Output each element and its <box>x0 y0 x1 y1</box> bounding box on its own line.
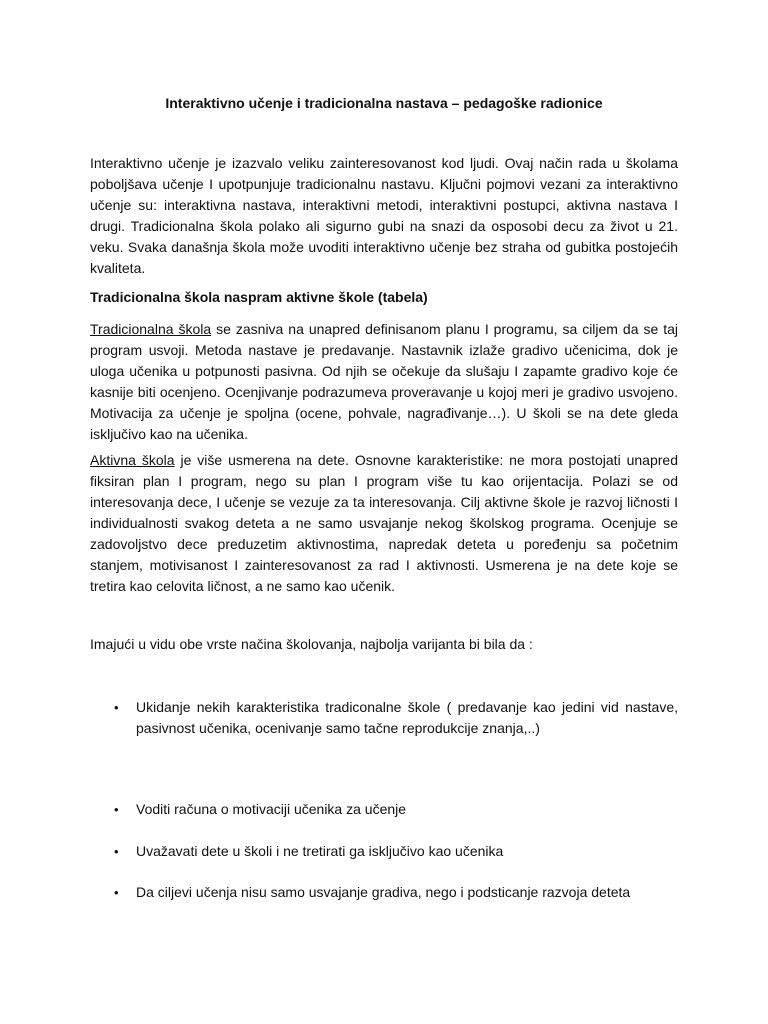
bullet-icon: • <box>114 885 119 900</box>
intro-paragraph: Interaktivno učenje je izazvalo veliku zainteresovanost kod ljudi. Ovaj način rada u školama poboljšava učenje I upotpunjuje tradicionalnu nastavu. Ključni pojmovi vezani za interaktivno učenje su: interaktivna nastava, interaktivni metodi, interaktivni postupci, aktivna nastava I drugi. Tradicionalna škola polako ali sigurno gubi na snazi da osposobi decu za život u 21. veku. Svaka današnja škola može uvoditi interaktivno učenje bez straha od gubitka postojećih kvaliteta. <box>90 155 678 276</box>
active-school-paragraph <box>90 450 678 597</box>
traditional-school-paragraph <box>90 319 678 445</box>
list-item <box>114 882 678 903</box>
bullet-icon: • <box>114 700 119 715</box>
document-title: Interaktivno učenje i tradicionalna nastava – pedagoške radionice <box>165 95 603 111</box>
list-item <box>114 841 678 862</box>
active-school-text: je više usmerena na dete. Osnovne karakteristike: ne mora postojati unapred fiksiran plan I program, nego su plan I program više tu kao orijentacija. Polazi se od interesovanja dece, I učenje se vezuje za ta interesovanja. Cilj aktivne škole je razvoj ličnosti I individualnosti svakog deteta a ne samo usvajanje nekog školskog programa. Ocenjuje se zadovoljstvo dece preduzetim aktivnostima, napredak deteta u poređenju sa početnim stanjem, motivisanost I zainteresovanost za rad I aktivnosti. Usmerena je na dete koje se tretira kao celovita ličnost, a ne samo kao učenik. <box>90 452 678 594</box>
list-item-text: Da ciljevi učenja nisu samo usvajanje gradiva, nego i podsticanje razvoja deteta <box>136 884 631 900</box>
traditional-school-term: Tradicionalna škola <box>90 321 212 337</box>
section-heading: Tradicionalna škola naspram aktivne škole (tabela) <box>90 289 428 305</box>
list-item <box>114 697 678 739</box>
conclusion-intro: Imajući u vidu obe vrste načina školovanja, najbolja varijanta bi bila da : <box>90 636 533 652</box>
active-school-term: Aktivna škola <box>90 452 175 468</box>
bullet-icon: • <box>114 844 119 859</box>
list-item-text: Voditi računa o motivaciji učenika za učenje <box>136 801 407 817</box>
list-item <box>114 799 678 820</box>
list-item-text: Ukidanje nekih karakteristika tradiconalne škole ( predavanje kao jedini vid nastave, pasivnost učenika, ocenivanje samo tačne reprodukcije znanja,..) <box>136 699 678 736</box>
list-item-text: Uvažavati dete u školi i ne tretirati ga isključivo kao učenika <box>136 843 504 859</box>
traditional-school-text: se zasniva na unapred definisanom planu I programu, sa ciljem da se taj program usvoji. Metoda nastave je predavanje. Nastavnik izlaže gradivo učenicima, dok je uloga učenika u potpunosti pasivna. Od njih se očekuje da slušaju I zapamte gradivo koje će kasnije biti ocenjeno. Ocenjivanje podrazumeva proveravanje u kojoj meri je gradivo usvojeno. Motivacija za učenje je spoljna (ocene, pohvale, nagrađivanje…). U školi se na dete gleda isključivo kao na učenika. <box>90 321 678 442</box>
bullet-icon: • <box>114 802 119 817</box>
